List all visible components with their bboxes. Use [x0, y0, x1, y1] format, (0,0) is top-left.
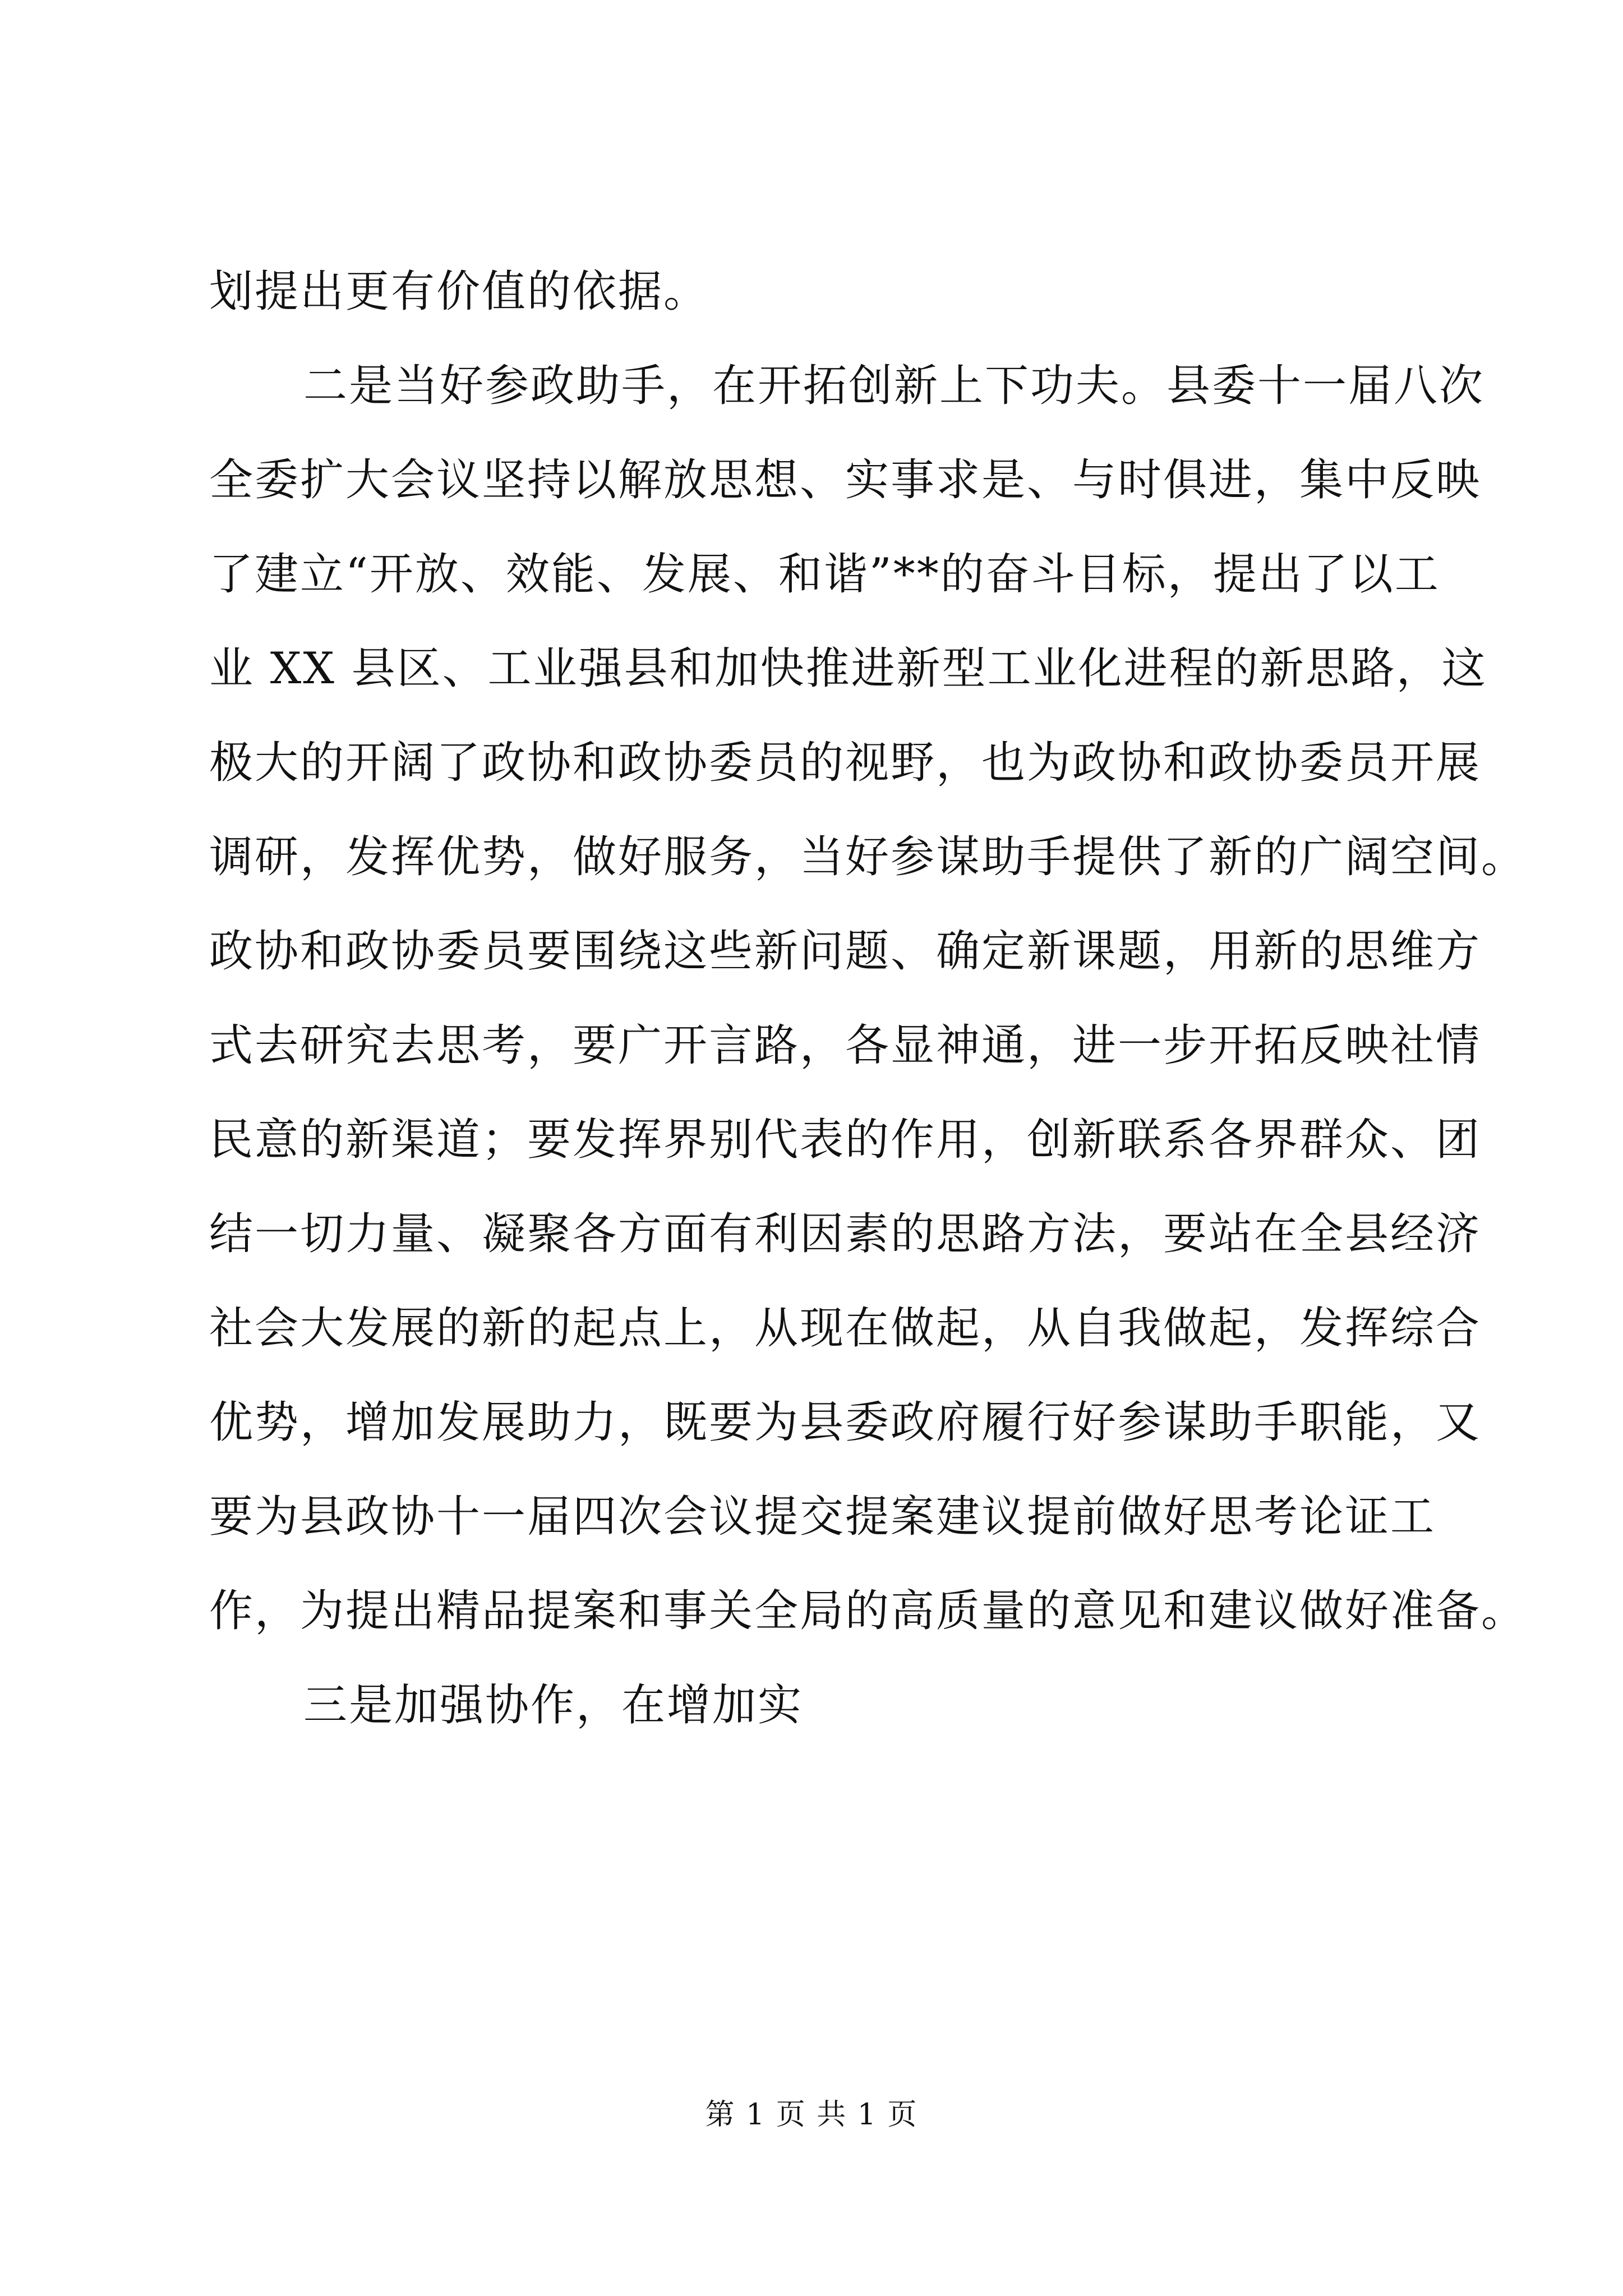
text-line: 结一切力量、凝聚各方面有利因素的思路方法，要站在全县经济 — [209, 1209, 1482, 1259]
text-line: 作，为提出精品提案和事关全局的高质量的意见和建议做好准备。 — [209, 1586, 1527, 1636]
document-body — [209, 245, 1527, 1752]
text-line: 全委扩大会议坚持以解放思想、实事求是、与时俱进，集中反映 — [209, 455, 1482, 505]
page-footer: 第 1 页 共 1 页 — [705, 2098, 918, 2132]
text-line: 调研，发挥优势，做好服务，当好参谋助手提供了新的广阔空间。 — [209, 832, 1527, 882]
text-line: 要为县政协十一届四次会议提交提案建议提前做好思考论证工 — [209, 1492, 1436, 1542]
text-line: 划提出更有价值的依据。 — [209, 266, 709, 317]
text-line: 民意的新渠道；要发挥界别代表的作用，创新联系各界群众、团 — [209, 1115, 1482, 1165]
text-line: 了建立“开放、效能、发展、和谐”**的奋斗目标，提出了以工 — [209, 549, 1440, 600]
text-line: 优势，增加发展助力，既要为县委政府履行好参谋助手职能，又 — [209, 1397, 1482, 1448]
text-line: 二是当好参政助手，在开拓创新上下功夫。县委十一届八次 — [303, 361, 1485, 411]
text-line: 政协和政协委员要围绕这些新问题、确定新课题，用新的思维方 — [209, 926, 1482, 977]
text-line: 三是加强协作，在增加实 — [303, 1680, 804, 1731]
text-line: 社会大发展的新的起点上，从现在做起，从自我做起，发挥综合 — [209, 1303, 1482, 1354]
text-line: 极大的开阔了政协和政协委员的视野，也为政协和政协委员开展 — [209, 738, 1482, 788]
text-line: 式去研究去思考，要广开言路，各显神通，进一步开拓反映社情 — [209, 1020, 1482, 1071]
text-line: 业 XX 县区、工业强县和加快推进新型工业化进程的新思路，这 — [209, 643, 1487, 694]
